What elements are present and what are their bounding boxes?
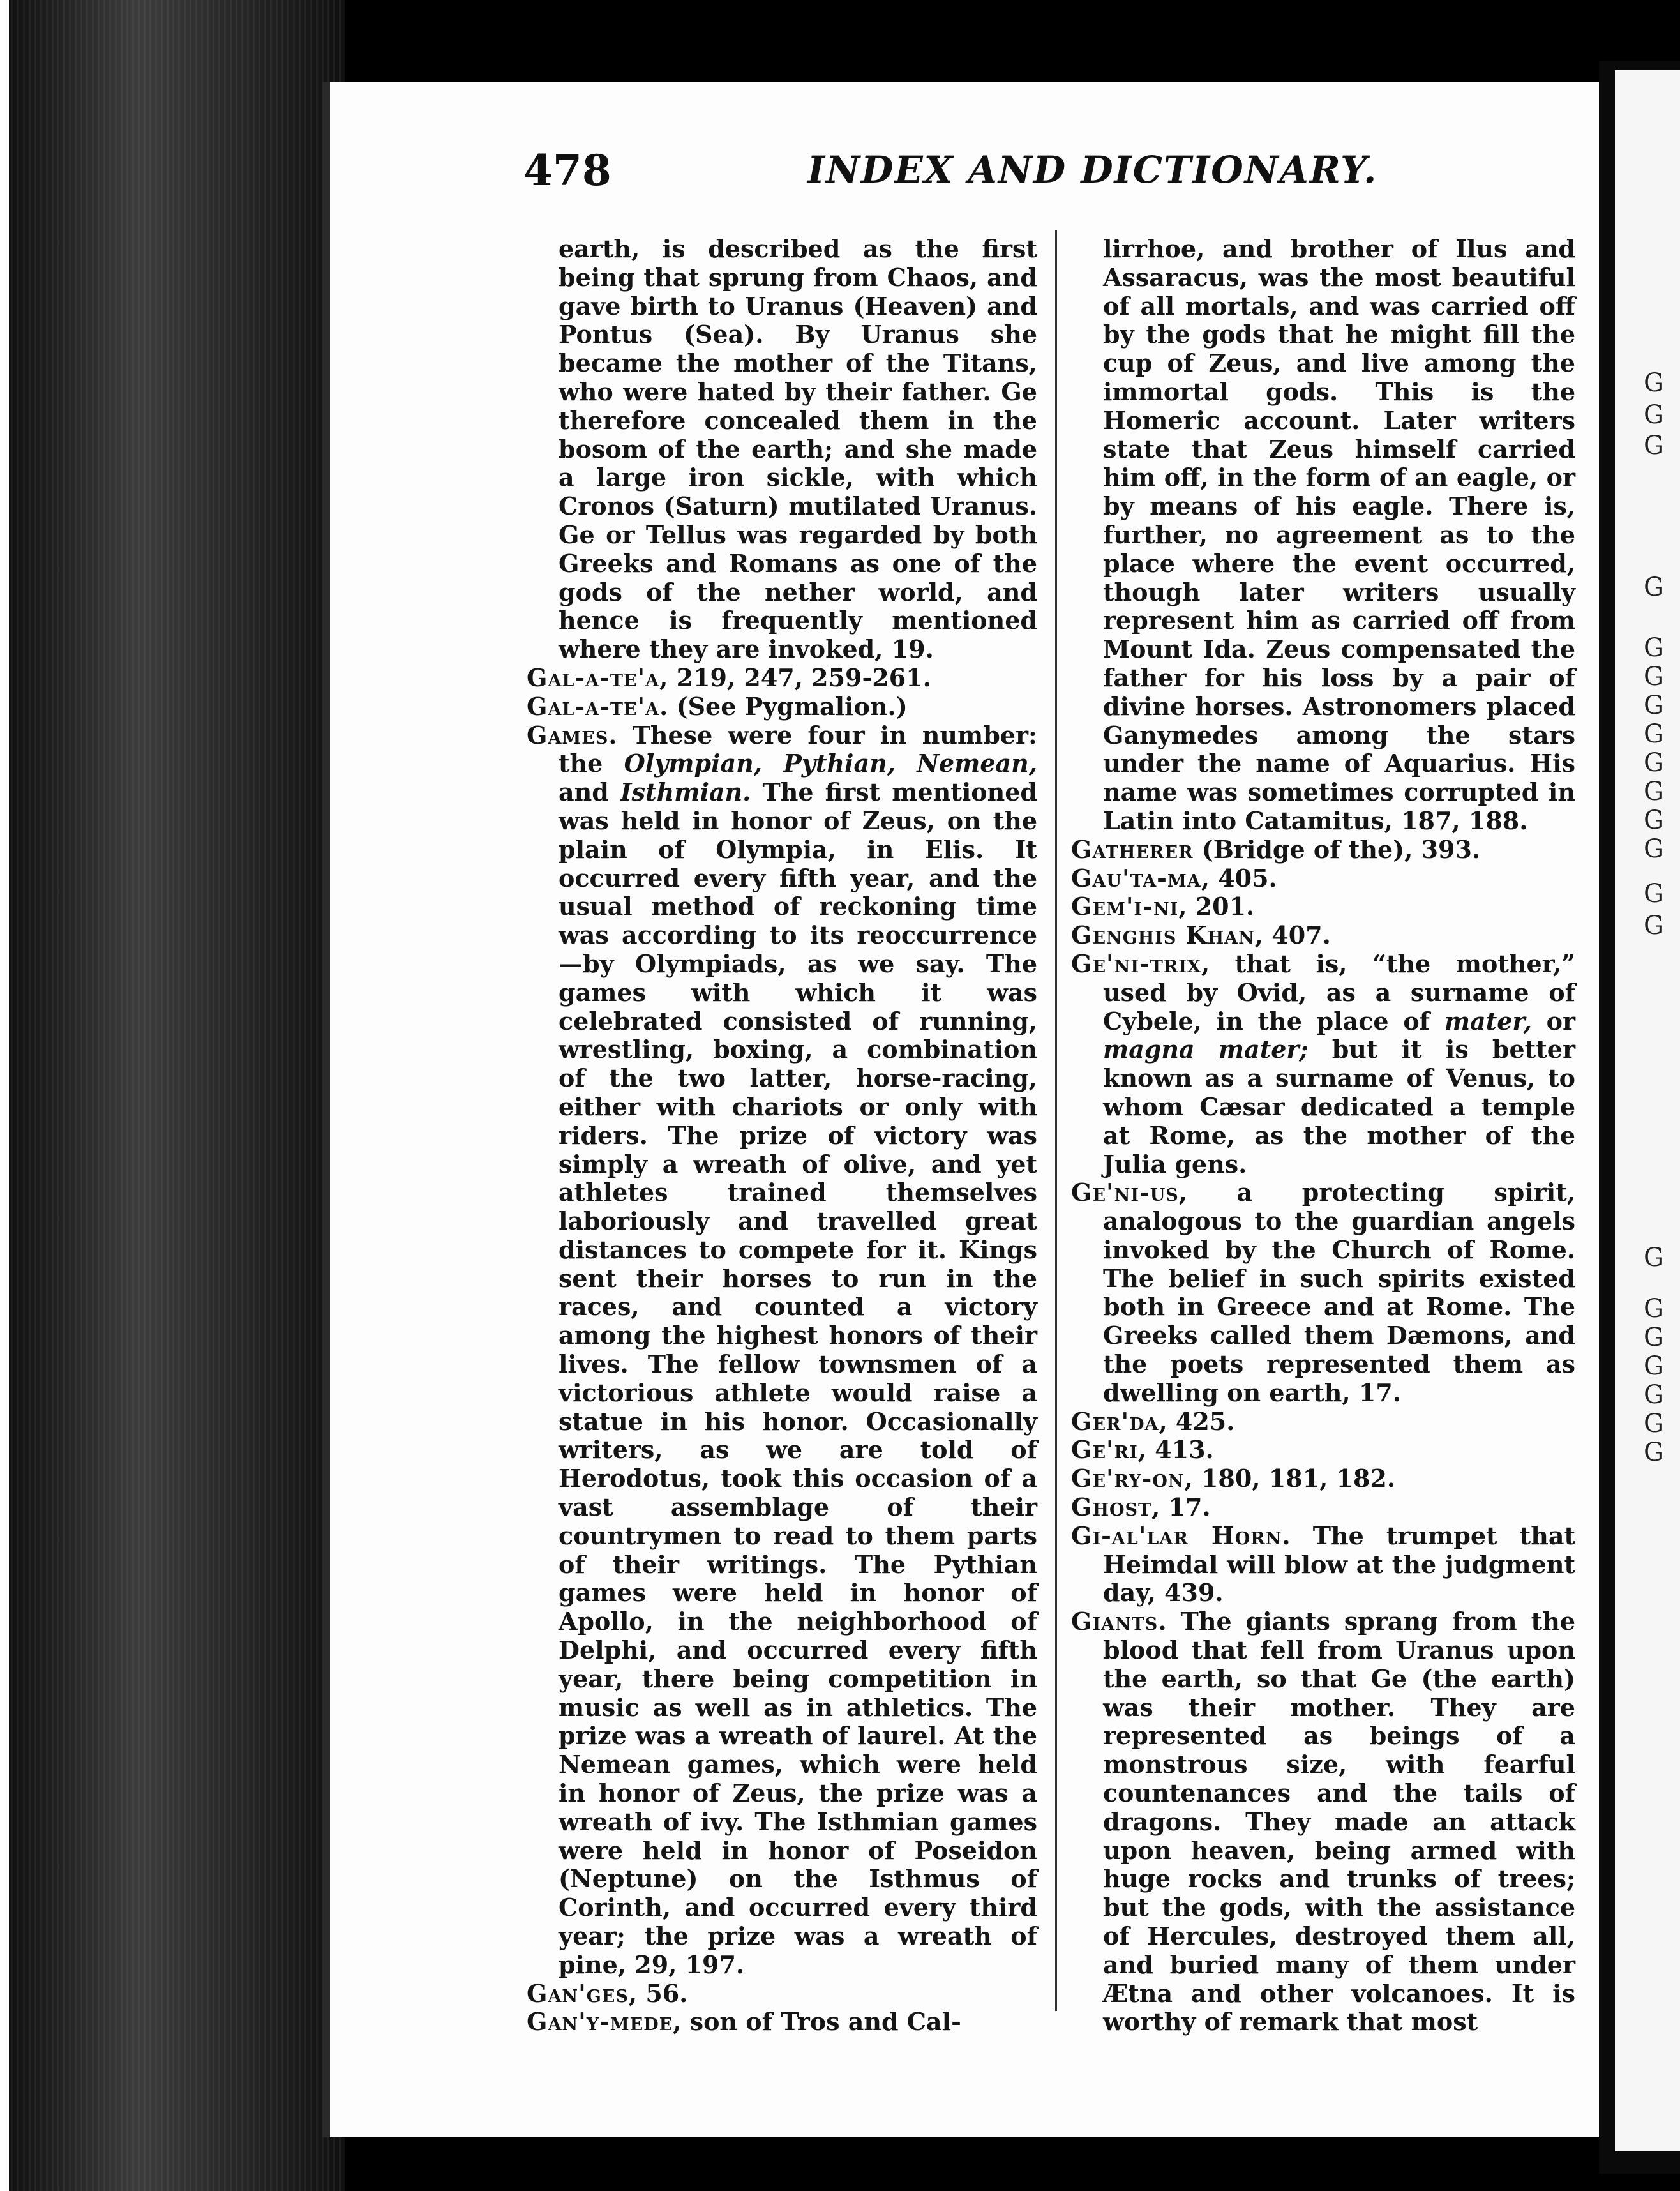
index-entry — [1071, 836, 1575, 864]
edge-letter: G — [1644, 1409, 1664, 1438]
entry-italic: magna mater; — [1103, 1035, 1309, 1064]
entry-italic: mater, — [1444, 1006, 1532, 1035]
index-entry — [1071, 1408, 1575, 1436]
entry-text: or — [1531, 1006, 1575, 1035]
edge-letter: G — [1644, 573, 1664, 602]
page-header — [523, 146, 1378, 203]
entry-headword: Ge'ni-trix — [1071, 949, 1201, 978]
index-entry — [1071, 1607, 1575, 2037]
entry-text: , 56. — [628, 1978, 688, 2008]
entry-text: The first mentioned was held in honor of Zeus, on the plain of Olympia, in Elis. It occurred every fifth year, and the usual method of reckoning time was according to its reoccurrence—by Olympiads, as we say. The games with which it was celebrated consisted of running, wrestling, boxing, a combination of the two latter, horse-racing, either with chariots or only with riders. The prize of victory was simply a wreath of olive, and yet athletes trained themselves laboriously and travelled great distances to compete for it. Kings sent their horses to run in the races, and counted a victory among the highest honors of their lives. The fellow townsmen of a victorious athlete would raise a statue in his honor. Occasionally writers, as we are told of Herodotus, took this occasion of a vast assemblage of their countrymen to read to them parts of their writings. The Pythian games were held in honor of Apollo, in the neighborhood of Delphi, and occurred every fifth year, there being competition in music as well as in athletics. The prize was a wreath of laurel. At the Nemean games, which were held in honor of Zeus, the prize was a wreath of ivy. The Isthmian games were held in honor of Poseidon (Neptune) on the Isthmus of Corinth, and occurred every third year; the prize was a wreath of pine, 29, 197. — [559, 778, 1037, 1979]
entry-text: , 180, 181, 182. — [1184, 1464, 1396, 1493]
scan-border — [0, 0, 9, 2191]
edge-letter: G — [1644, 879, 1664, 908]
entry-text: earth, is described as the first being that sprung from Chaos, and gave birth to Uranus (Heaven) and Pontus (Sea). By Uranus she became the mother of the Titans, who were hated by their father. Ge therefore concealed them in the bosom of the earth; and she made a large iron sickle, with which Cronos (Saturn) mutilated Uranus. Ge or Tellus was regarded by both Greeks and Romans as one of the gods of the nether world, and hence is frequently mentioned where they are invoked, 19. — [559, 234, 1037, 664]
entry-text: (Bridge of the), 393. — [1193, 834, 1481, 864]
entry-headword: Gan'ges — [527, 1978, 629, 2008]
entry-text: . (See Pygmalion.) — [659, 691, 908, 721]
entry-headword: Giants — [1071, 1607, 1159, 1636]
edge-letter: G — [1644, 777, 1664, 806]
entry-text: . The giants sprang from the blood that fell from Uranus upon the earth, so that Ge (the earth) was their mother. They are represented as beings of a monstrous size, with fearful countenances and the tails of dragons. They made an attack upon heaven, being armed with huge rocks and trunks of trees; but the gods, with the assistance of Hercules, destroyed them all, and buried many of them under Ætna and other volcanoes. It is worthy of remark that most — [1103, 1607, 1575, 2037]
entry-text: lirrhoe, and brother of Ilus and Assaracus, was the most beautiful of all mortals, and was carried off by the gods that he might fill the cup of Zeus, and live among the immortal gods. This is the Homeric account. Later writers state that Zeus himself carried him off, in the form of an eagle, or by means of his eagle. There is, further, no agreement as to the place where the event occurred, though later writers usually represent him as carried off from Mount Ida. Zeus compensated the father for his loss by a pair of divine horses. Astronomers placed Ganymedes among the stars under the name of Aquarius. His name was sometimes corrupted in Latin into Catamitus, 187, 188. — [1103, 234, 1575, 835]
index-entry — [1071, 1493, 1575, 1522]
edge-letter: G — [1644, 1294, 1664, 1323]
index-entry — [1071, 921, 1575, 950]
left-column — [527, 235, 1037, 2037]
edge-letter: G — [1644, 911, 1664, 940]
entry-headword: Ge'ry-on — [1071, 1464, 1185, 1493]
entry-text: and — [559, 778, 620, 807]
edge-letter: G — [1644, 719, 1664, 749]
entry-headword: Ge'ni-us — [1071, 1178, 1179, 1207]
edge-letter: G — [1644, 1438, 1664, 1467]
index-entry — [1071, 950, 1575, 1178]
entry-headword: Ge'ri — [1071, 1435, 1138, 1464]
entry-text: , son of Tros and Cal- — [673, 2007, 961, 2037]
entry-headword: Gi-al'lar Horn — [1071, 1521, 1282, 1550]
entry-headword: Gal-a-te'a — [527, 691, 660, 721]
entry-headword: Gan'y-mede — [527, 2007, 673, 2037]
entry-headword: Ger'da — [1071, 1406, 1159, 1436]
entry-headword: Gatherer — [1071, 834, 1194, 864]
entry-text: , 405. — [1201, 863, 1277, 892]
edge-letter: G — [1644, 748, 1664, 778]
index-entry — [1071, 1436, 1575, 1464]
edge-letter: G — [1644, 431, 1664, 460]
column-divider — [1055, 230, 1057, 2011]
entry-text: , 17. — [1151, 1493, 1211, 1522]
entry-italic: Isthmian. — [620, 778, 751, 807]
entry-text: , 425. — [1159, 1406, 1235, 1436]
entry-headword: Genghis Khan — [1071, 921, 1255, 950]
edge-letter: G — [1644, 633, 1664, 663]
entry-text: , 407. — [1254, 921, 1331, 950]
entry-headword: Gau'ta-ma — [1071, 863, 1201, 892]
edge-letter: G — [1644, 662, 1664, 691]
index-entry — [1071, 1522, 1575, 1607]
right-column — [1071, 235, 1575, 2037]
edge-letter: G — [1644, 1380, 1664, 1410]
index-entry — [527, 1980, 1037, 2008]
edge-letter: G — [1644, 1243, 1664, 1272]
index-entry — [527, 664, 1037, 693]
edge-letter: G — [1644, 1323, 1664, 1352]
entry-text: . The trumpet that Heimdal will blow at the judgment day, 439. — [1103, 1521, 1575, 1607]
entry-italic: Olympian, Pythian, Nemean, — [624, 749, 1037, 778]
edge-letter: G — [1644, 834, 1664, 864]
entry-headword: Ghost — [1071, 1493, 1152, 1522]
index-entry — [1071, 1464, 1575, 1493]
entry-text: , 201. — [1178, 892, 1255, 921]
index-entry — [1071, 892, 1575, 921]
entry-headword: Gem'i-ni — [1071, 892, 1179, 921]
continued-entry — [1071, 235, 1575, 836]
index-entry — [1071, 1178, 1575, 1407]
edge-letter: G — [1644, 1351, 1664, 1381]
entry-text: , 413. — [1137, 1435, 1214, 1464]
entry-text: . These were four in number: the — [559, 720, 1037, 778]
index-entry — [527, 2008, 1037, 2037]
index-entry — [1071, 864, 1575, 893]
continued-entry — [527, 235, 1037, 664]
entry-text: , 219, 247, 259-261. — [659, 663, 931, 692]
edge-letter: G — [1644, 400, 1664, 430]
edge-letter: G — [1644, 806, 1664, 835]
entry-text: , that is, “the mother,” used by Ovid, as a surname of Cybele, in the place of — [1103, 949, 1575, 1035]
entry-headword: Games — [527, 720, 609, 749]
entry-headword: Gal-a-te'a — [527, 663, 660, 692]
book-binding-edge — [0, 0, 345, 2191]
edge-letter: G — [1644, 691, 1664, 720]
index-entry — [527, 693, 1037, 721]
index-entry — [527, 721, 1037, 1980]
entry-text: , a protecting spirit, analogous to the guardian angels invoked by the Church of Rome. The belief in such spirits existed both in Greece and at Rome. The Greeks called them Dæmons, and the poets represented them as dwelling on earth, 17. — [1103, 1178, 1575, 1407]
running-title: INDEX AND DICTIONARY. — [807, 148, 1378, 192]
page-number: 478 — [523, 146, 611, 195]
edge-letter: G — [1644, 368, 1664, 398]
entry-text: but it is better known as a surname of Venus, to whom Cæsar dedicated a temple at Rome, as the mother of the Julia gens. — [1103, 1035, 1575, 1178]
